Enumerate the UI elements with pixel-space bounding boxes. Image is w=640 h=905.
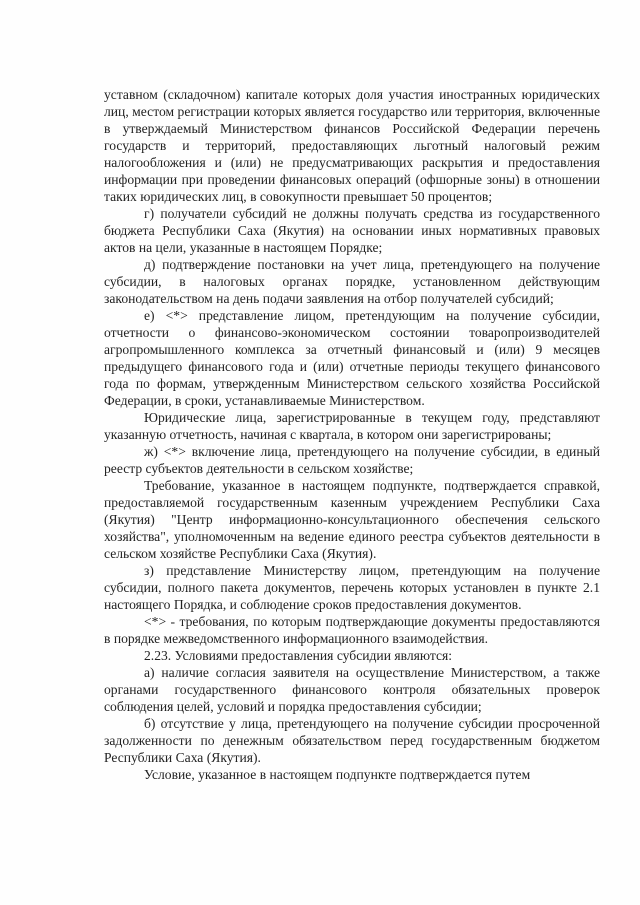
paragraph-section-2-23: 2.23. Условиями предоставления субсидии являются:	[144, 648, 453, 663]
paragraph-item-b: б) отсутствие у лица, претендующего на получение субсидии просроченной задолженности по денежным обязательством перед государственным бюджетом Республики Саха (Якутия).	[104, 716, 600, 765]
paragraph-item-zh: ж) <*> включение лица, претендующего на получение субсидии, в единый реестр субъектов деятельности в сельском хозяйстве;	[104, 444, 600, 476]
paragraph-condition: Условие, указанное в настоящем подпункте подтверждается путем	[144, 767, 531, 782]
paragraph-item-a: а) наличие согласия заявителя на осуществление Министерством, а также органами государственного финансового контроля обязательных проверок соблюдения целей, условий и порядка предоставления субсидии;	[104, 665, 600, 714]
paragraph-item-g: г) получатели субсидий не должны получать средства из государственного бюджета Республики Саха (Якутия) на основании иных нормативных правовых актов на цели, указанные в настоящем Порядке;	[104, 206, 600, 255]
document-body	[104, 86, 600, 783]
paragraph-item-e: е) <*> представление лицом, претендующим на получение субсидии, отчетности о финансово-экономическом состоянии товаропроизводителей агропромышленного комплекса за отчетный финансовый и (или) 9 месяцев предыдущего финансового года и (или) отчетные периоды текущего финансового года по формам, утвержденным Министерством сельского хозяйства Российской Федерации, в сроки, устанавливаемые Министерством.	[104, 308, 600, 408]
paragraph-item-d: д) подтверждение постановки на учет лица, претендующего на получение субсидии, в налоговых органах порядке, установленном действующим законодательством на день подачи заявления на отбор получателей субсидий;	[104, 257, 600, 306]
paragraph-footnote: <*> - требования, по которым подтверждающие документы предоставляются в порядке межведомственного информационного взаимодействия.	[104, 614, 600, 646]
paragraph-item-z: з) представление Министерству лицом, претендующим на получение субсидии, полного пакета документов, перечень которых установлен в пункте 2.1 настоящего Порядка, и соблюдение сроков предоставления документов.	[104, 563, 600, 612]
paragraph-continuation: уставном (складочном) капитале которых доля участия иностранных юридических лиц, местом регистрации которых является государство или территория, включенные в утверждаемый Министерством финансов Российской Федерации перечень государств и территорий, предоставляющих льготный налоговый режим налогообложения и (или) не предусматривающих раскрытия и предоставления информации при проведении финансовых операций (офшорные зоны) в отношении таких юридических лиц, в совокупности превышает 50 процентов;	[104, 87, 600, 204]
paragraph-requirement: Требование, указанное в настоящем подпункте, подтверждается справкой, предоставляемой государственным казенным учреждением Республики Саха (Якутия) "Центр информационно-консультационного обеспечения сельского хозяйства", уполномоченным на ведение единого реестра субъектов деятельности в сельском хозяйстве Республики Саха (Якутия).	[104, 478, 600, 561]
paragraph-legal-entities: Юридические лица, зарегистрированные в текущем году, представляют указанную отчетность, начиная с квартала, в котором они зарегистрированы;	[104, 410, 600, 442]
